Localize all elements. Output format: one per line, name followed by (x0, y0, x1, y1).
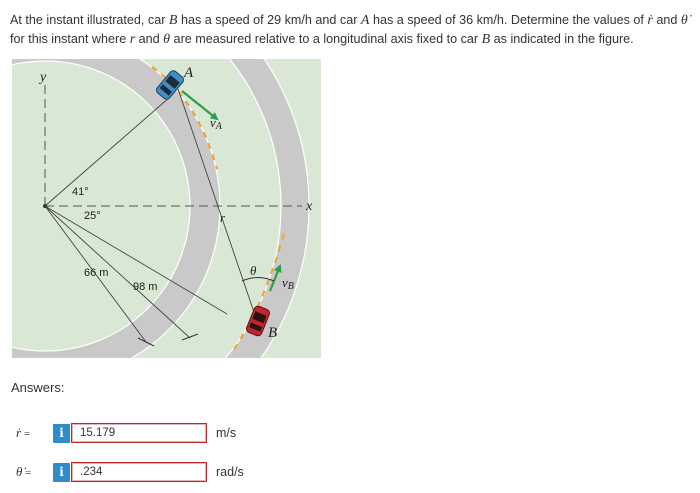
x-axis-label: x (306, 199, 313, 214)
answers-heading: Answers: (11, 380, 65, 395)
radius-98-label: 98 m (133, 281, 158, 293)
angle-25-label: 25° (84, 210, 101, 222)
info-icon[interactable]: i (53, 463, 70, 482)
answer-unit: m/s (216, 426, 237, 440)
car-b-label: B (268, 325, 278, 341)
r-label: r (220, 210, 226, 225)
answer-row-thetadot (0, 462, 700, 484)
angle-41-label: 41° (72, 186, 89, 198)
problem-figure (12, 59, 321, 358)
answer-symbol: ṙ = (16, 425, 31, 440)
velocity-b-label: vB (282, 275, 294, 292)
info-icon[interactable]: i (53, 424, 70, 443)
velocity-a-label: vA (210, 115, 222, 132)
problem-statement: At the instant illustrated, car B has a speed of 29 km/h and car A has a speed of 36 km/h. Determine the values of ṙ and θ̇ for this instant where r and θ are measured relative to a longitudinal axis fixed to car B as indicated in the figure. (10, 13, 688, 47)
thetadot-answer-input[interactable] (71, 462, 207, 482)
answer-row-rdot (0, 423, 700, 445)
theta-label: θ (250, 263, 257, 278)
answer-unit: rad/s (216, 465, 244, 479)
radius-66-label: 66 m (84, 267, 109, 279)
answer-symbol: θ̇ = (16, 464, 32, 479)
y-axis-label: y (40, 70, 47, 85)
rdot-answer-input[interactable] (71, 423, 207, 443)
car-a-label: A (184, 65, 194, 81)
